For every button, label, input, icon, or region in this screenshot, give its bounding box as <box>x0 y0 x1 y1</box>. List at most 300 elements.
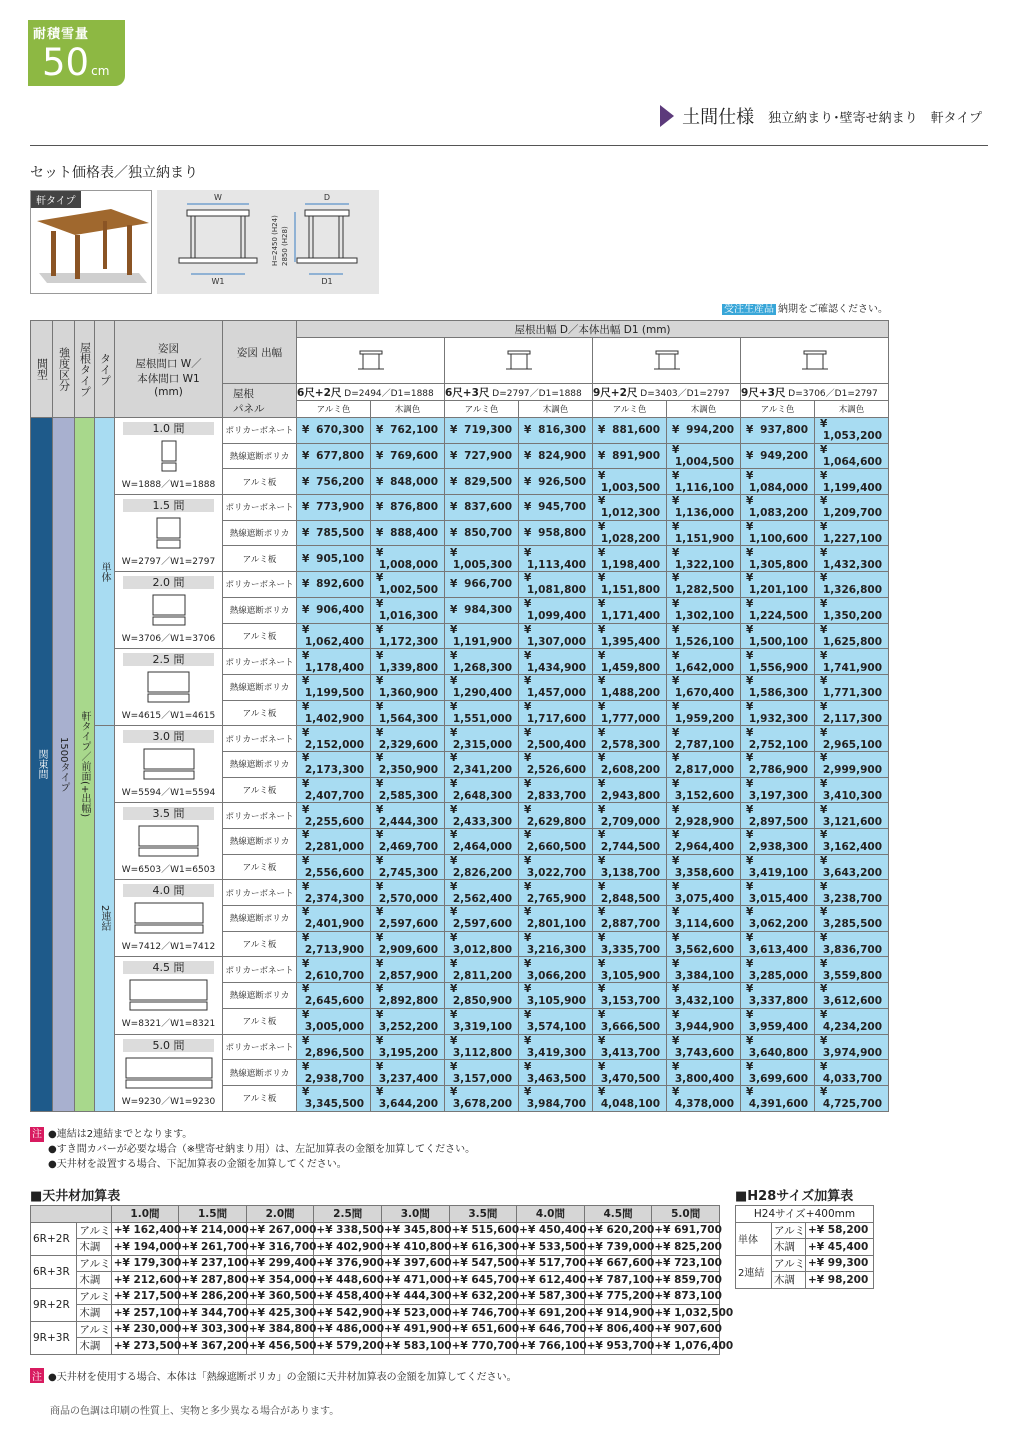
price-cell <box>593 1085 667 1111</box>
ten-value: +¥ 766,100 <box>517 1338 585 1355</box>
price-value: 2,752,100 <box>748 738 808 751</box>
h28-value: +¥ 45,400 <box>806 1239 874 1256</box>
price-value: 1,136,000 <box>674 507 734 520</box>
panel-name: アルミ板 <box>223 1008 297 1034</box>
price-table <box>30 320 889 1112</box>
price-cell <box>815 957 889 983</box>
page-title: 土間仕様 <box>682 107 755 128</box>
yen-sign: ¥ <box>820 598 828 611</box>
price-value: 2,629,800 <box>526 815 586 828</box>
price-cell <box>815 700 889 726</box>
yen-sign: ¥ <box>376 450 384 463</box>
price-cell <box>741 931 815 957</box>
depth-icon <box>504 345 534 373</box>
price-cell <box>667 495 741 521</box>
ten-value: +¥ 1,032,500 <box>652 1305 720 1322</box>
yen-sign: ¥ <box>450 546 458 559</box>
note-line-0: ●連結は2連結までとなります。 <box>48 1129 193 1140</box>
price-value: 3,613,400 <box>748 944 808 957</box>
yen-sign: ¥ <box>672 906 680 919</box>
yen-sign: ¥ <box>746 829 754 842</box>
yen-sign: ¥ <box>598 1034 606 1047</box>
price-cell <box>519 906 593 932</box>
price-value: 3,384,100 <box>674 969 734 982</box>
price-cell <box>519 1034 593 1060</box>
price-value: 769,600 <box>390 450 438 463</box>
size-width: W=8321／W1=8321 <box>121 1019 216 1030</box>
yen-sign: ¥ <box>820 700 828 713</box>
yen-sign: ¥ <box>746 598 754 611</box>
h28-type: 単体 <box>736 1222 772 1255</box>
yen-sign: ¥ <box>524 855 532 868</box>
price-cell <box>445 957 519 983</box>
price-value: 848,000 <box>390 475 438 488</box>
size-cell <box>115 649 223 726</box>
price-value: 1,191,900 <box>452 635 512 648</box>
price-cell <box>519 649 593 675</box>
price-value: 3,337,800 <box>748 995 808 1008</box>
price-cell <box>667 469 741 495</box>
price-cell <box>815 649 889 675</box>
panel-name: 熱線遮断ポリカ <box>223 751 297 777</box>
price-value: 3,419,300 <box>526 1046 586 1059</box>
ten-col-3: 2.5間 <box>314 1206 382 1223</box>
yen-sign: ¥ <box>524 983 532 996</box>
price-value: 3,062,200 <box>748 918 808 931</box>
price-value: 958,800 <box>538 527 586 540</box>
yen-sign: ¥ <box>450 604 458 617</box>
price-value: 3,643,200 <box>822 867 883 880</box>
price-value: 1,171,400 <box>600 610 660 623</box>
price-cell <box>667 803 741 829</box>
price-cell <box>741 983 815 1009</box>
price-value: 1,081,800 <box>526 584 586 597</box>
head-depth-group: 屋根出幅 D／本体出幅 D1 (mm) <box>297 321 889 338</box>
foot-badge: 注 <box>30 1368 44 1383</box>
price-value: 785,500 <box>316 527 364 540</box>
price-cell <box>741 469 815 495</box>
price-value: 3,574,100 <box>526 1021 586 1034</box>
price-cell <box>371 777 445 803</box>
price-cell <box>667 597 741 623</box>
price-cell <box>741 803 815 829</box>
price-cell <box>519 751 593 777</box>
price-cell <box>593 726 667 752</box>
yen-sign: ¥ <box>302 1086 310 1099</box>
size-label: 3.0 間 <box>123 730 214 743</box>
ten-value: +¥ 651,600 <box>449 1321 517 1338</box>
price-cell <box>297 957 371 983</box>
yen-sign: ¥ <box>746 983 754 996</box>
price-cell <box>741 854 815 880</box>
price-value: 937,800 <box>760 424 808 437</box>
price-cell <box>667 983 741 1009</box>
price-value: 3,238,700 <box>822 892 883 905</box>
price-cell <box>371 906 445 932</box>
yen-sign: ¥ <box>598 726 606 739</box>
price-value: 905,100 <box>316 552 364 565</box>
price-value: 3,345,500 <box>304 1098 364 1111</box>
yen-sign: ¥ <box>376 572 384 585</box>
price-cell <box>815 1060 889 1086</box>
yen-sign: ¥ <box>524 527 532 540</box>
price-value: 3,410,300 <box>822 789 883 802</box>
price-cell <box>667 546 741 572</box>
price-value: 3,562,600 <box>674 944 734 957</box>
yen-sign: ¥ <box>450 752 458 765</box>
price-cell <box>815 1034 889 1060</box>
yen-sign: ¥ <box>598 829 606 842</box>
price-cell <box>741 546 815 572</box>
size-cell <box>115 572 223 649</box>
yen-sign: ¥ <box>302 752 310 765</box>
price-cell <box>667 931 741 957</box>
yen-sign: ¥ <box>302 855 310 868</box>
price-cell <box>593 700 667 726</box>
panel-name: アルミ板 <box>223 623 297 649</box>
yen-sign: ¥ <box>450 829 458 842</box>
price-cell <box>667 1060 741 1086</box>
price-cell <box>445 520 519 546</box>
price-cell <box>593 931 667 957</box>
yen-sign: ¥ <box>672 777 680 790</box>
ten-value: +¥ 367,200 <box>179 1338 247 1355</box>
ten-value: +¥ 273,500 <box>111 1338 179 1355</box>
h28-head: H24サイズ+400mm <box>736 1206 874 1223</box>
price-cell <box>445 469 519 495</box>
ten-value: +¥ 344,700 <box>179 1305 247 1322</box>
ten-value: +¥ 345,800 <box>382 1222 450 1239</box>
price-value: 3,162,400 <box>822 841 883 854</box>
price-value: 3,319,100 <box>452 1021 512 1034</box>
price-cell <box>519 1008 593 1034</box>
ten-value: +¥ 583,100 <box>382 1338 450 1355</box>
price-value: 1,290,400 <box>452 687 512 700</box>
divider <box>30 145 988 146</box>
ten-value: +¥ 261,700 <box>179 1239 247 1256</box>
ten-value: +¥ 214,000 <box>179 1222 247 1239</box>
price-value: 2,648,300 <box>452 789 512 802</box>
price-cell <box>593 957 667 983</box>
size-width: W=4615／W1=4615 <box>121 711 216 722</box>
price-value: 1,642,000 <box>674 661 734 674</box>
yen-sign: ¥ <box>302 649 310 662</box>
yen-sign: ¥ <box>820 546 828 559</box>
price-cell <box>667 1034 741 1060</box>
ten-value: +¥ 376,900 <box>314 1255 382 1272</box>
price-value: 2,660,500 <box>526 841 586 854</box>
price-value: 824,900 <box>538 450 586 463</box>
panel-name: 熱線遮断ポリカ <box>223 597 297 623</box>
price-value: 1,053,200 <box>822 430 883 443</box>
depth-label-0 <box>297 384 445 401</box>
price-cell <box>741 751 815 777</box>
price-value: 1,227,100 <box>822 533 883 546</box>
yen-sign: ¥ <box>302 700 310 713</box>
price-value: 1,004,500 <box>674 456 734 469</box>
ten-value: +¥ 230,000 <box>111 1321 179 1338</box>
yen-sign: ¥ <box>746 495 754 508</box>
price-value: 4,391,600 <box>748 1098 808 1111</box>
ceiling-table <box>30 1205 734 1355</box>
ten-value: +¥ 1,076,400 <box>652 1338 720 1355</box>
price-value: 3,678,200 <box>452 1098 512 1111</box>
depth-dim-3: D=3706／D1=2797 <box>785 388 878 399</box>
price-value: 1,500,100 <box>748 635 808 648</box>
yen-sign: ¥ <box>376 623 384 636</box>
price-value: 677,800 <box>316 450 364 463</box>
price-cell <box>297 726 371 752</box>
ten-value: +¥ 547,500 <box>449 1255 517 1272</box>
yen-sign: ¥ <box>746 957 754 970</box>
price-cell <box>519 572 593 598</box>
price-value: 2,444,300 <box>378 815 438 828</box>
side-strength: 1500タイプ <box>53 418 75 1112</box>
yen-sign: ¥ <box>524 829 532 842</box>
price-value: 4,378,000 <box>674 1098 734 1111</box>
price-cell <box>667 854 741 880</box>
price-value: 1,151,800 <box>600 584 660 597</box>
price-cell <box>815 829 889 855</box>
price-cell <box>667 957 741 983</box>
price-cell <box>519 546 593 572</box>
ten-value: +¥ 425,300 <box>246 1305 314 1322</box>
ten-value: +¥ 410,800 <box>382 1239 450 1256</box>
price-value: 3,121,600 <box>822 815 883 828</box>
price-cell <box>815 469 889 495</box>
yen-sign: ¥ <box>524 424 532 437</box>
yen-sign: ¥ <box>820 1034 828 1047</box>
ten-color: 木調 <box>77 1305 111 1322</box>
depth-label-2 <box>593 384 741 401</box>
price-value: 3,216,300 <box>526 944 586 957</box>
ten-value: +¥ 456,500 <box>246 1338 314 1355</box>
yen-sign: ¥ <box>524 1086 532 1099</box>
price-value: 3,836,700 <box>822 944 883 957</box>
price-value: 2,562,400 <box>452 892 512 905</box>
price-value: 1,625,800 <box>822 635 883 648</box>
price-cell <box>519 469 593 495</box>
yen-sign: ¥ <box>450 726 458 739</box>
price-value: 2,928,900 <box>674 815 734 828</box>
head-type: タイプ <box>95 321 115 418</box>
disclaimer: 商品の色調は印刷の性質上、実物と多少異なる場合があります。 <box>50 1406 340 1417</box>
size-label: 1.5 間 <box>123 499 214 512</box>
yen-sign: ¥ <box>672 546 680 559</box>
size-figure <box>115 974 222 1014</box>
ten-value: +¥ 257,100 <box>111 1305 179 1322</box>
price-cell <box>445 1034 519 1060</box>
price-value: 892,600 <box>316 578 364 591</box>
yen-sign: ¥ <box>302 829 310 842</box>
price-cell <box>667 700 741 726</box>
yen-sign: ¥ <box>302 501 310 514</box>
price-cell <box>741 777 815 803</box>
price-value: 3,015,400 <box>748 892 808 905</box>
price-value: 2,407,700 <box>304 789 364 802</box>
yen-sign: ¥ <box>820 1086 828 1099</box>
yen-sign: ¥ <box>450 1060 458 1073</box>
depth-dim-0: D=2494／D1=1888 <box>341 388 434 399</box>
yen-sign: ¥ <box>450 855 458 868</box>
table-row <box>31 1239 720 1256</box>
price-value: 1,551,000 <box>452 712 512 725</box>
price-value: 949,200 <box>760 450 808 463</box>
price-cell <box>741 495 815 521</box>
yen-sign: ¥ <box>376 527 384 540</box>
size-label: 3.5 間 <box>123 807 214 820</box>
yen-sign: ¥ <box>376 957 384 970</box>
table-row <box>31 1272 720 1289</box>
price-cell <box>815 983 889 1009</box>
price-value: 1,002,500 <box>378 584 438 597</box>
price-cell <box>667 572 741 598</box>
price-cell <box>445 495 519 521</box>
yen-sign: ¥ <box>746 1009 754 1022</box>
order-text: 納期をご確認ください。 <box>778 304 888 315</box>
price-value: 906,400 <box>316 604 364 617</box>
yen-sign: ¥ <box>672 829 680 842</box>
color-head-0-0: アルミ色 <box>297 401 371 418</box>
yen-sign: ¥ <box>302 777 310 790</box>
price-cell <box>297 931 371 957</box>
ten-color: 木調 <box>77 1272 111 1289</box>
price-cell <box>519 418 593 444</box>
price-value: 3,012,800 <box>452 944 512 957</box>
ten-color: アルミ <box>77 1288 111 1305</box>
price-cell <box>445 983 519 1009</box>
panel-name: アルミ板 <box>223 777 297 803</box>
size-figure <box>115 512 222 552</box>
price-value: 670,300 <box>316 424 364 437</box>
yen-sign: ¥ <box>672 1086 680 1099</box>
table-row <box>31 649 889 675</box>
yen-sign: ¥ <box>302 623 310 636</box>
price-cell <box>445 1008 519 1034</box>
price-value: 3,237,400 <box>378 1072 438 1085</box>
ten-value: +¥ 444,300 <box>382 1288 450 1305</box>
price-cell <box>371 443 445 469</box>
price-cell <box>519 1085 593 1111</box>
yen-sign: ¥ <box>302 932 310 945</box>
size-width: W=2797／W1=2797 <box>121 557 216 568</box>
h28-color: アルミ <box>772 1222 806 1239</box>
yen-sign: ¥ <box>746 803 754 816</box>
table-row <box>31 726 889 752</box>
yen-sign: ¥ <box>450 623 458 636</box>
ten-value: +¥ 723,100 <box>652 1255 720 1272</box>
price-value: 3,984,700 <box>526 1098 586 1111</box>
price-value: 3,066,200 <box>526 969 586 982</box>
photo-tag: 軒タイプ <box>31 191 81 208</box>
price-value: 984,300 <box>464 604 512 617</box>
depth-code-2: 9尺+2尺 <box>593 386 638 399</box>
size-figure <box>115 897 222 937</box>
price-value: 2,585,300 <box>378 789 438 802</box>
price-cell <box>371 520 445 546</box>
price-cell <box>297 418 371 444</box>
depth-dim-2: D=3403／D1=2797 <box>637 388 730 399</box>
price-cell <box>667 751 741 777</box>
yen-sign: ¥ <box>672 1009 680 1022</box>
color-head-3-0: アルミ色 <box>741 401 815 418</box>
yen-sign: ¥ <box>376 777 384 790</box>
table-row <box>736 1222 874 1239</box>
price-cell <box>371 957 445 983</box>
price-cell <box>371 546 445 572</box>
yen-sign: ¥ <box>820 983 828 996</box>
price-cell <box>297 623 371 649</box>
price-cell <box>815 777 889 803</box>
ten-value: +¥ 162,400 <box>111 1222 179 1239</box>
price-cell <box>741 649 815 675</box>
price-cell <box>815 443 889 469</box>
ten-value: +¥ 746,700 <box>449 1305 517 1322</box>
yen-sign: ¥ <box>672 700 680 713</box>
price-value: 2,556,600 <box>304 867 364 880</box>
yen-sign: ¥ <box>598 450 606 463</box>
price-value: 1,282,500 <box>674 584 734 597</box>
dim-h: H=2450 (H24) <box>271 215 279 266</box>
price-cell <box>815 854 889 880</box>
yen-sign: ¥ <box>376 1034 384 1047</box>
price-cell <box>445 726 519 752</box>
price-cell <box>667 674 741 700</box>
table-row <box>31 495 889 521</box>
price-cell <box>445 674 519 700</box>
price-cell <box>297 1085 371 1111</box>
price-cell <box>741 880 815 906</box>
ten-value: +¥ 587,300 <box>517 1288 585 1305</box>
price-value: 3,285,000 <box>748 969 808 982</box>
price-cell <box>371 983 445 1009</box>
panel-name: ポリカーボネート <box>223 803 297 829</box>
yen-sign: ¥ <box>598 521 606 534</box>
yen-sign: ¥ <box>524 752 532 765</box>
price-cell <box>593 777 667 803</box>
depth-code-3: 9尺+3尺 <box>741 386 786 399</box>
yen-sign: ¥ <box>376 829 384 842</box>
size-label: 2.5 間 <box>123 653 214 666</box>
price-cell <box>667 443 741 469</box>
price-value: 2,578,300 <box>600 738 660 751</box>
yen-sign: ¥ <box>376 598 384 611</box>
size-label: 1.0 間 <box>123 422 214 435</box>
price-cell <box>519 726 593 752</box>
yen-sign: ¥ <box>302 1034 310 1047</box>
depth-figure-3 <box>741 338 889 384</box>
price-cell <box>519 880 593 906</box>
price-cell <box>519 623 593 649</box>
ten-value: +¥ 287,800 <box>179 1272 247 1289</box>
yen-sign: ¥ <box>302 450 310 463</box>
price-cell <box>371 931 445 957</box>
ten-value: +¥ 402,900 <box>314 1239 382 1256</box>
price-value: 2,433,300 <box>452 815 512 828</box>
price-cell <box>741 726 815 752</box>
ten-value: +¥ 448,600 <box>314 1272 382 1289</box>
yen-sign: ¥ <box>820 855 828 868</box>
price-value: 1,016,300 <box>378 610 438 623</box>
panel-name: ポリカーボネート <box>223 649 297 675</box>
yen-sign: ¥ <box>302 906 310 919</box>
yen-sign: ¥ <box>672 649 680 662</box>
yen-sign: ¥ <box>672 957 680 970</box>
price-value: 4,048,100 <box>600 1098 660 1111</box>
yen-sign: ¥ <box>450 1034 458 1047</box>
price-cell <box>593 803 667 829</box>
yen-sign: ¥ <box>376 700 384 713</box>
